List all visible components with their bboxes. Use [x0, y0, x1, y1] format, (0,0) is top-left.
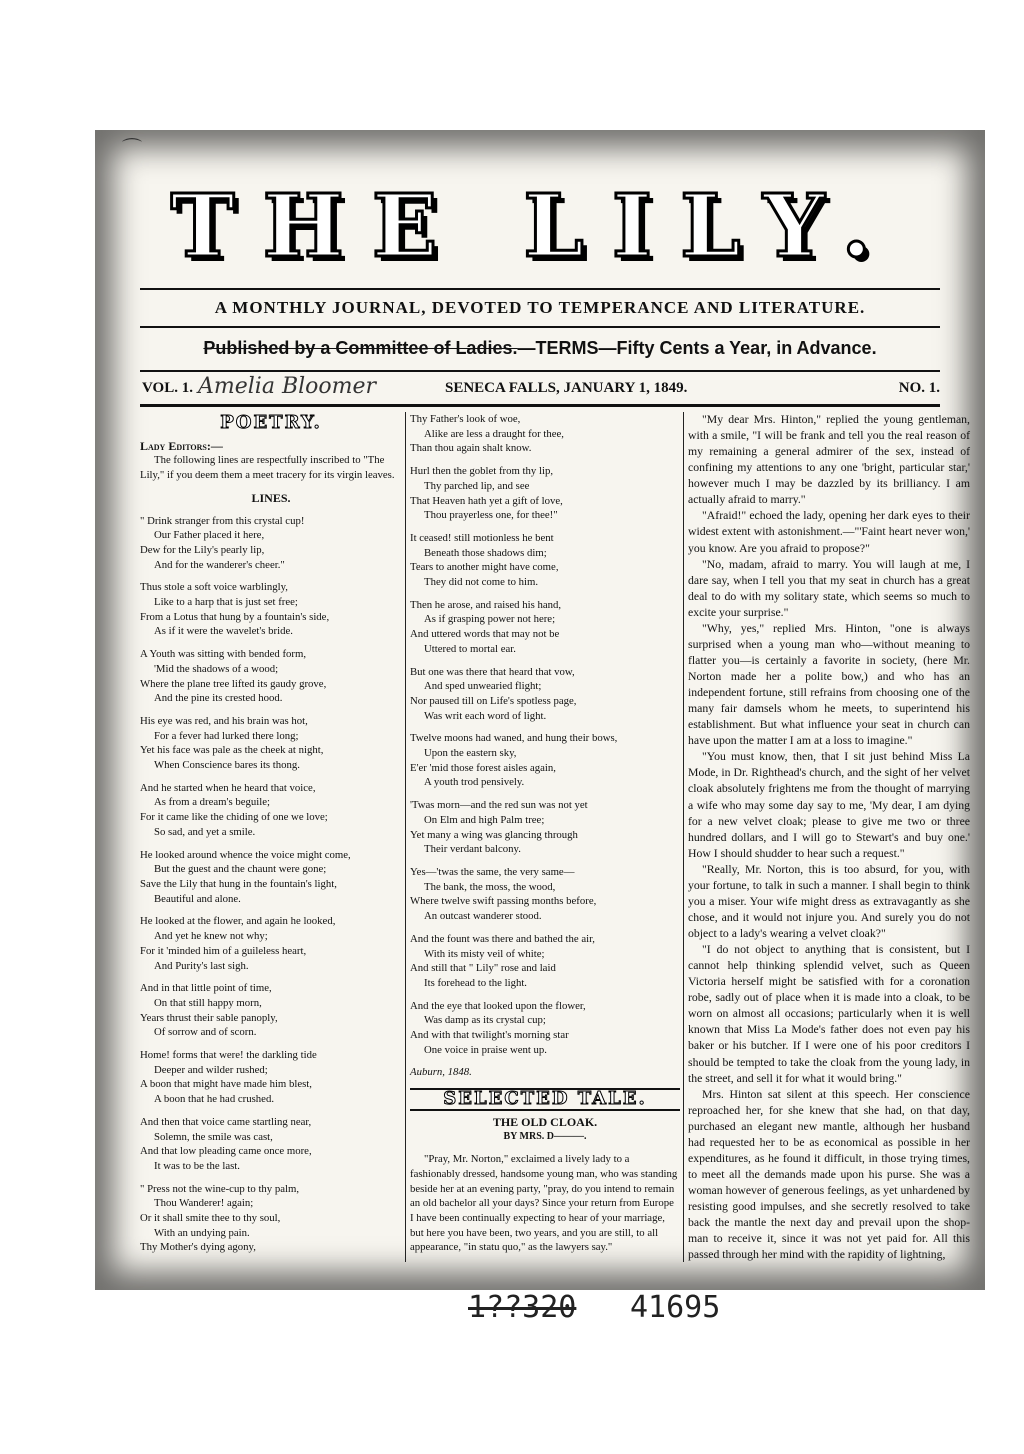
poem-stanza	[410, 412, 680, 456]
poem-line: Alike are less a draught for thee,	[424, 427, 564, 440]
tale-title: THE OLD CLOAK.	[492, 1114, 598, 1129]
poem-line: Of sorrow and of scorn.	[154, 1026, 257, 1039]
poem-stanza	[140, 781, 402, 840]
poem-stanza	[140, 580, 402, 639]
poem-line: And that low pleading came once more,	[140, 1145, 312, 1158]
poem-line: As from a dream's beguile;	[154, 796, 270, 809]
poem-line: And yet he knew not why;	[154, 930, 268, 943]
poem-line: He looked at the flower, and again he looked,	[140, 915, 336, 928]
poem-stanza	[410, 865, 680, 924]
poem-line: Then he arose, and raised his hand,	[410, 598, 562, 611]
poem-line: Thou prayerless one, for thee!"	[424, 509, 558, 522]
tale-prose-col2	[410, 1152, 680, 1255]
column-divider-1	[405, 412, 406, 1262]
column-divider-2	[683, 412, 684, 1262]
poem-line: Home! forms that were! the darkling tide	[140, 1049, 317, 1062]
poem-line: Thy Father's look of woe,	[410, 413, 521, 425]
tale-paragraph: "You must know, then, that I sit just behind Miss La Mode, in Dr. Righthead's church, and the sight of her velvet cloak absolutely frightens me from the thought of marrying a wife who may some day say to me, 'My dear, I am dying for a new velvet cloak; please to give me two or three hundred dollars, and I will go to Stewart's and buy one.' How I should shudder to hear such a request."	[688, 750, 970, 860]
terms-rule	[140, 370, 940, 372]
terms-line: —TERMS—Fifty Cents a Year, in Advance.	[517, 338, 877, 358]
poem-line: From a Lotus that hung by a fountain's side,	[140, 610, 330, 623]
poem-stanza	[140, 981, 402, 1040]
poem-stanza	[410, 999, 680, 1058]
poem-line: Our Father placed it here,	[154, 529, 265, 542]
poem-line: And he started when he heard that voice,	[140, 781, 316, 794]
poem-line: And still that " Lily" rose and laid	[410, 962, 556, 975]
poem-line: Where twelve swift passing months before,	[410, 895, 597, 908]
poem-line: " Drink stranger from this crystal cup!	[140, 514, 305, 527]
poem-stanza	[410, 932, 680, 991]
poem-stanza	[140, 848, 402, 907]
catalog-number: 41695	[630, 1290, 721, 1325]
poem-stanza	[140, 514, 402, 573]
poem-line: It was to be the last.	[154, 1159, 240, 1172]
poem-line: Their verdant balcony.	[424, 843, 521, 856]
publication-terms	[140, 338, 940, 359]
poem-signoff: Auburn, 1848.	[410, 1066, 472, 1079]
subtitle-rule	[140, 326, 940, 328]
poem-line: E'er 'mid those forest aisles again,	[410, 761, 556, 774]
poem-line: Nor paused till on Life's spotless page,	[410, 694, 577, 707]
poem-line: The bank, the moss, the wood,	[424, 880, 556, 893]
poem-line: Thou Wanderer! again;	[154, 1197, 254, 1210]
tale-prose-col3	[688, 412, 970, 1263]
handwritten-signature: Amelia Bloomer	[198, 374, 377, 399]
poem-line: One voice in praise went up.	[424, 1043, 547, 1056]
poem-stanza	[410, 531, 680, 590]
poem-line: He looked around whence the voice might come,	[140, 848, 351, 861]
poem-line: Was writ each word of light.	[424, 709, 547, 722]
poem-line: Dew for the Lily's pearly lip,	[140, 543, 265, 556]
poem-stanza	[140, 1115, 402, 1174]
poem-line: For it 'minded him of a guileless heart,	[140, 944, 307, 957]
dateline-rule	[140, 404, 940, 407]
poem-line: His eye was red, and his brain was hot,	[140, 714, 308, 727]
poem-line: Thy parched lip, and see	[424, 479, 530, 492]
poem-line: But the guest and the chaunt were gone;	[154, 863, 327, 876]
masthead-title: THE LILY.	[170, 176, 900, 277]
poem-line: And the pine its crested hood.	[154, 692, 283, 705]
poem-line: Where the plane tree lifted its gaudy grove,	[140, 677, 327, 690]
poem-line: For it came like the chiding of one we love;	[140, 811, 328, 824]
poem-line: Yes—'twas the same, the very same—	[410, 865, 575, 878]
poem-line: As if it were the wavelet's bride.	[154, 625, 293, 638]
poem-line: Hurl then the goblet from thy lip,	[410, 465, 554, 478]
poem-title: LINES.	[251, 490, 291, 505]
poem-line: And then that voice came startling near,	[140, 1115, 312, 1128]
tale-paragraph: "My dear Mrs. Hinton," replied the young gentleman, with a smile, "I will be frank and tell you the real reason of my remaining a general admirer of the sex, instead of confining my attentions to any one 'bright, particular star,' however much I may be dazzled by its brilliancy. I am actually afraid to marry."	[688, 413, 970, 507]
poem-line: Its forehead to the light.	[424, 976, 527, 989]
masthead-subtitle: A MONTHLY JOURNAL, DEVOTED TO TEMPERANCE AND LITERATURE.	[214, 298, 866, 317]
poem-stanza	[140, 714, 402, 773]
column-1	[140, 412, 402, 1263]
poem-stanza	[410, 731, 680, 790]
tale-heading: SELECTED TALE.	[410, 1088, 680, 1111]
poem-line: 'Twas morn—and the red sun was not yet	[410, 799, 588, 812]
poem-line: Was damp as its crystal cup;	[424, 1014, 546, 1027]
poem-line: A youth trod pensively.	[424, 776, 525, 789]
poem-line: Uttered to mortal ear.	[424, 642, 516, 655]
poem-line: Yet his face was pale as the cheek at night,	[140, 744, 324, 757]
poem-line: When Conscience bares its thong.	[154, 759, 300, 772]
poem-line: With an undying pain.	[154, 1226, 250, 1239]
poem-line: That Heaven hath yet a gift of love,	[410, 494, 563, 507]
poem-line: Beautiful and alone.	[154, 892, 241, 905]
poem-line: Like to a harp that is just set free;	[154, 596, 298, 609]
poem-stanza	[410, 798, 680, 857]
poem-line: And the fount was there and bathed the air,	[410, 932, 595, 945]
catalog-number-struck: 1??320	[468, 1290, 577, 1325]
column-3	[688, 412, 970, 1263]
column-2	[410, 412, 680, 1255]
tale-byline: BY MRS. D———.	[503, 1130, 587, 1142]
poem-stanza	[410, 598, 680, 657]
poem-line: 'Mid the shadows of a wood;	[154, 662, 279, 675]
tale-paragraph: "Really, Mr. Norton, this is too absurd, for you, with your fortune, to talk in such a manner. I shall begin to think you a miser. Your wife might dress as extravagantly as she chose, and it would not injure you. And surely you do not object to a lady's wearing a velvet cloak?"	[688, 862, 970, 940]
poem-line: Upon the eastern sky,	[424, 747, 517, 760]
poem-line: For a fever had lurked there long;	[154, 729, 299, 742]
poem-stanza	[410, 665, 680, 724]
poem-line: Thus stole a soft voice warblingly,	[140, 581, 288, 594]
poem-stanza	[140, 1048, 402, 1107]
poem-line: A Youth was sitting with bended form,	[140, 648, 307, 661]
dateline	[140, 374, 940, 404]
poem-line: An outcast wanderer stood.	[424, 910, 542, 923]
poem-line: Beneath those shadows dim;	[424, 546, 547, 559]
poem-line: On Elm and high Palm tree;	[424, 813, 545, 826]
poem-stanzas-col1	[140, 514, 402, 1256]
place-date: SENECA FALLS, JANUARY 1, 1849.	[445, 380, 688, 396]
poem-line: Twelve moons had waned, and hung their bows,	[410, 732, 618, 745]
tale-paragraph: "I do not object to anything that is consistent, but I cannot help thinking splendid velvet, such as Queen Victoria herself might be satisfied with for a coronation robe, sadly out of place when it is made into a cloak, to be worn on almost all occasions; particularly when it is well known that Miss La Mode's father does not even pay his baker or his butcher. If I were one of his poor creditors I should be tempted to take the cloak from the young lady, in the street, and sell it for what it would bring."	[688, 943, 970, 1085]
poem-stanza	[410, 464, 680, 523]
poem-stanza	[140, 914, 402, 973]
masthead-rule-top	[140, 288, 940, 290]
poem-line: It ceased! still motionless he bent	[410, 531, 554, 544]
tale-paragraph: "Pray, Mr. Norton," exclaimed a lively lady to a fashionably dressed, handsome young man, who was standing beside her at an evening party, "pray, do you intend to remain an old bachelor all your days? Since your return from Europe I have been continually expecting to hear of your marriage, but here you have been, two years, and you are still, to all appearance, "in statu quo," as the lawyers say."	[410, 1153, 678, 1254]
poem-line: And sped unwearied flight;	[424, 680, 542, 693]
poem-line: Than thou again shalt know.	[410, 442, 532, 455]
margin-mark: ⌒	[122, 138, 142, 160]
poem-line: And for the wanderer's cheer."	[154, 558, 285, 571]
poem-line: They did not come to him.	[424, 576, 539, 589]
poem-line: Solemn, the smile was cast,	[154, 1130, 273, 1143]
poetry-intro: The following lines are respectfully inscribed to "The Lily," if you deem them a meet tracery for its virgin leaves.	[140, 454, 395, 482]
poem-stanza	[140, 1182, 402, 1256]
poem-line: Tears to another might have come,	[410, 561, 559, 574]
poem-line: And Purity's last sigh.	[154, 959, 249, 972]
tale-paragraph: "No, madam, afraid to marry. You will laugh at me, I dare say, when I tell you that my seat in church has a great deal to do with my solitary state, which seems so much to excite your surprise."	[688, 557, 970, 619]
poem-line: Deeper and wilder rushed;	[154, 1063, 268, 1076]
poem-stanzas-col2	[410, 412, 680, 1057]
poetry-salutation: Lady Editors:—	[140, 438, 223, 453]
poem-line: But one was there that heard that vow,	[410, 665, 575, 678]
poem-line: And uttered words that may not be	[410, 628, 560, 641]
poem-line: And with that twilight's morning star	[410, 1029, 569, 1042]
volume-label: VOL. 1.	[142, 380, 193, 396]
poem-line: Yet many a wing was glancing through	[410, 828, 578, 841]
tale-paragraph: "Afraid!" echoed the lady, opening her dark eyes to their widest extent with astonishment.—"'Faint heart never won,' you know. Are you afraid to propose?"	[688, 509, 970, 555]
poem-line: A boon that he had crushed.	[154, 1093, 275, 1106]
poem-line: Or it shall smite thee to thy soul,	[140, 1212, 281, 1225]
poem-line: " Press not the wine-cup to thy palm,	[140, 1182, 300, 1195]
poem-line: As if grasping power not here;	[424, 613, 556, 626]
poem-line: With its misty veil of white;	[424, 947, 545, 960]
poem-line: Save the Lily that hung in the fountain's light,	[140, 877, 337, 890]
poem-line: And the eye that looked upon the flower,	[410, 999, 586, 1012]
poem-line: So sad, and yet a smile.	[154, 825, 256, 838]
poem-line: On that still happy morn,	[154, 996, 262, 1009]
poem-line: Thy Mother's dying agony,	[140, 1241, 256, 1254]
poem-stanza	[140, 647, 402, 706]
tale-paragraph: Mrs. Hinton sat silent at this speech. Her conscience reproached her, for she knew that she had, on that day, purchased an elegant new mantle, although her husband had requested her to be as economical as possible in her expenditures, as he found it difficult, in those trying times, to meet all the demands made upon his purse. She was a woman however of generous feelings, as yet unhardened by resisting good impulses, and she secretly resolved to take back the mantle the next day and prevail upon the shop-man to receive it, since it was not yet paid for. All this passed through her mind with the rapidity of lightning,	[688, 1087, 970, 1262]
issue-number: NO. 1.	[898, 380, 940, 396]
poem-line: Years thrust their sable panoply,	[140, 1011, 278, 1024]
poem-line: And in that little point of time,	[140, 982, 272, 995]
poetry-heading: POETRY.	[220, 412, 322, 433]
publisher-line: Published by a Committee of Ladies.	[203, 338, 518, 358]
poem-line: A boon that might have made him blest,	[140, 1078, 312, 1091]
tale-paragraph: "Why, yes," replied Mrs. Hinton, "one is always surprised when a young man who—without meaning to flatter you—is certainly a favorite in society, (here Mr. Norton made her a polite bow,) and who has an independent fortune, still refrains from choosing one of the many fair damsels whom he meets, to superintend his establishment. But what influence your seat in church can have upon the matter I am at a loss to imagine."	[688, 621, 970, 748]
